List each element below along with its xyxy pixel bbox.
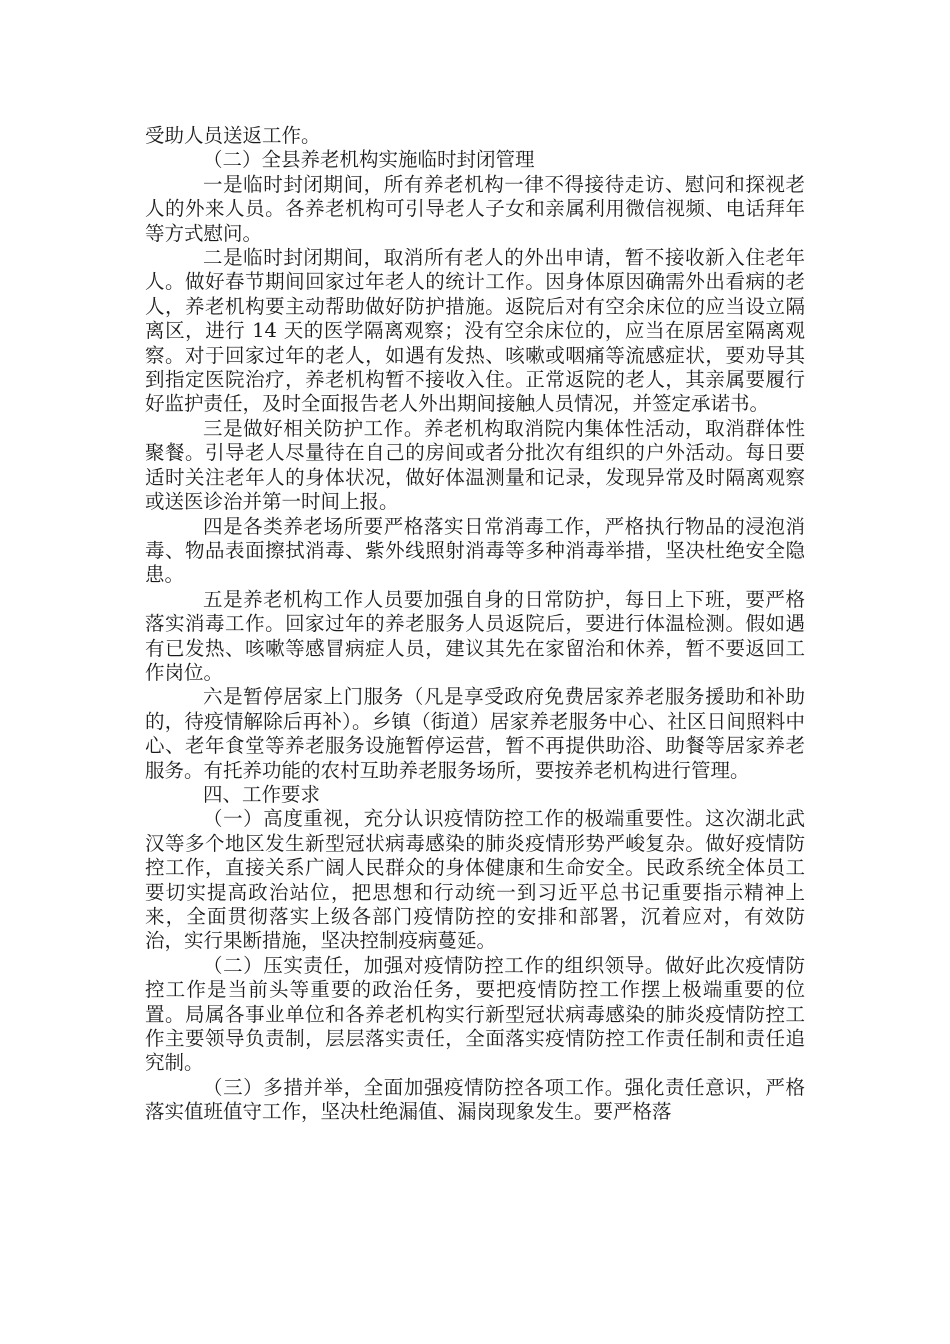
paragraph-requirement-three: （三）多措并举，全面加强疫情防控各项工作。强化责任意识，严格落实值班值守工作，坚决杜绝漏值、漏岗现象发生。要严格落 xyxy=(145,1075,805,1124)
paragraph-continuation: 受助人员送返工作。 xyxy=(145,124,321,147)
section-heading-work-requirements: 四、工作要求 xyxy=(203,782,321,806)
paragraph-requirement-one: （一）高度重视，充分认识疫情防控工作的极端重要性。这次湖北武汉等多个地区发生新型冠状病毒感染的肺炎疫情形势严峻复杂。做好疫情防控工作，直接关系广阔人民群众的身体健康和生命安全。民政系统全体员工要切实提高政治站位，把思想和行动统一到习近平总书记重要指示精神上来，全面贯彻落实上级各部门疫情防控的安排和部署，沉着应对，有效防治，实行果断措施，坚决控制疫病蔓延。 xyxy=(145,807,805,953)
paragraph-item-four: 四是各类养老场所要严格落实日常消毒工作，严格执行物品的浸泡消毒、物品表面擦拭消毒、紫外线照射消毒等多种消毒举措，坚决杜绝安全隐患。 xyxy=(145,514,805,587)
section-heading-closure-management: （二）全县养老机构实施临时封闭管理 xyxy=(203,148,535,172)
paragraph-item-two: 二是临时封闭期间，取消所有老人的外出申请，暂不接收新入住老年人。做好春节期间回家过年老人的统计工作。因身体原因确需外出看病的老人，养老机构要主动帮助做好防护措施。返院后对有空余床位的应当设立隔离区，进行 14 天的医学隔离观察；没有空余床位的，应当在原居室隔离观察。对于回家过年的老人，如遇有发热、咳嗽或咽痛等流感症状，要劝导其到指定医院治疗，养老机构暂不接收入住。正常返院的老人，其亲属要履行好监护责任，及时全面报告老人外出期间接触人员情况，并签定承诺书。 xyxy=(145,246,805,416)
paragraph-requirement-two: （二）压实责任，加强对疫情防控工作的组织领导。做好此次疫情防控工作是当前头等重要的政治任务，要把疫情防控工作摆上极端重要的位置。局属各事业单位和各养老机构实行新型冠状病毒感染的肺炎疫情防控工作主要领导负责制，层层落实责任，全面落实疫情防控工作责任制和责任追究制。 xyxy=(145,953,805,1075)
paragraph-item-six: 六是暂停居家上门服务（凡是享受政府免费居家养老服务援助和补助的，待疫情解除后再补）。乡镇（街道）居家养老服务中心、社区日间照料中心、老年食堂等养老服务设施暂停运营，暂不再提供助浴、助餐等居家养老服务。有托养功能的农村互助养老服务场所，要按养老机构进行管理。 xyxy=(145,685,805,782)
paragraph-item-three: 三是做好相关防护工作。养老机构取消院内集体性活动，取消群体性聚餐。引导老人尽量待在自己的房间或者分批次有组织的户外活动。每日要适时关注老年人的身体状况，做好体温测量和记录，发现异常及时隔离观察或送医诊治并第一时间上报。 xyxy=(145,416,805,514)
paragraph-item-one: 一是临时封闭期间，所有养老机构一律不得接待走访、慰问和探视老人的外来人员。各养老机构可引导老人子女和亲属利用微信视频、电话拜年等方式慰问。 xyxy=(145,172,805,245)
document-body xyxy=(145,124,805,1125)
paragraph-item-five: 五是养老机构工作人员要加强自身的日常防护，每日上下班，要严格落实消毒工作。回家过年的养老服务人员返院后，要进行体温检测。假如遇有已发热、咳嗽等感冒病症人员，建议其先在家留治和休养，暂不要返回工作岗位。 xyxy=(145,587,805,684)
